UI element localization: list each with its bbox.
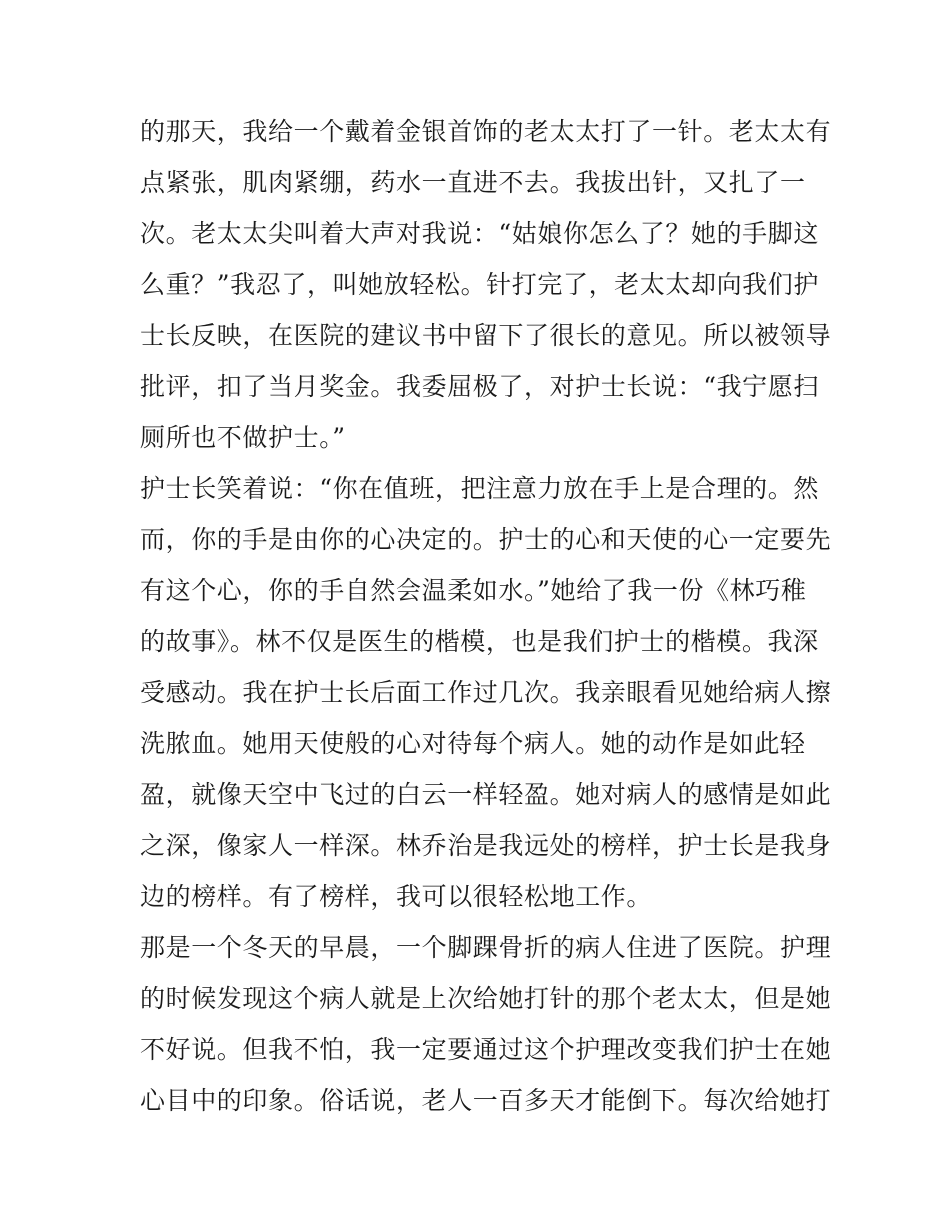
text-line: 护士长笑着说：“你在值班，把注意力放在手上是合理的。然 bbox=[140, 474, 819, 503]
text-line: 士长反映，在医院的建议书中留下了很长的意见。所以被领导 bbox=[140, 321, 832, 350]
text-line: 那是一个冬天的早晨，一个脚踝骨折的病人住进了医院。护理 bbox=[140, 933, 832, 962]
text-line: 的那天，我给一个戴着金银首饰的老太太打了一针。老太太有 bbox=[140, 117, 832, 146]
text-line: 的故事》。林不仅是医生的楷模，也是我们护士的楷模。我深 bbox=[140, 627, 819, 656]
text-line: 受感动。我在护士长后面工作过几次。我亲眼看见她给病人擦 bbox=[140, 678, 832, 707]
text-line: 而，你的手是由你的心决定的。护士的心和天使的心一定要先 bbox=[140, 525, 832, 554]
text-line: 盈，就像天空中飞过的白云一样轻盈。她对病人的感情是如此 bbox=[140, 780, 832, 809]
text-line: 有这个心，你的手自然会温柔如水。”她给了我一份《林巧稚 bbox=[140, 576, 807, 605]
text-line: 之深，像家人一样深。林乔治是我远处的榜样，护士长是我身 bbox=[140, 831, 832, 860]
text-line: 的时候发现这个病人就是上次给她打针的那个老太太，但是她 bbox=[140, 984, 832, 1013]
text-line: 洗脓血。她用天使般的心对待每个病人。她的动作是如此轻 bbox=[140, 729, 806, 758]
text-line: 厕所也不做护士。” bbox=[140, 423, 346, 452]
text-line: 么重？”我忍了，叫她放轻松。针打完了，老太太却向我们护 bbox=[140, 270, 819, 299]
text-line: 点紧张，肌肉紧绷，药水一直进不去。我拔出针，又扎了一 bbox=[140, 168, 806, 197]
text-line: 心目中的印象。俗话说，老人一百多天才能倒下。每次给她打 bbox=[140, 1086, 832, 1115]
body-text bbox=[140, 106, 832, 1126]
text-line: 批评，扣了当月奖金。我委屈极了，对护士长说：“我宁愿扫 bbox=[140, 372, 819, 401]
text-line: 次。老太太尖叫着大声对我说：“姑娘你怎么了？她的手脚这 bbox=[140, 219, 819, 248]
text-line: 不好说。但我不怕，我一定要通过这个护理改变我们护士在她 bbox=[140, 1035, 832, 1064]
text-line: 边的榜样。有了榜样，我可以很轻松地工作。 bbox=[140, 882, 653, 911]
